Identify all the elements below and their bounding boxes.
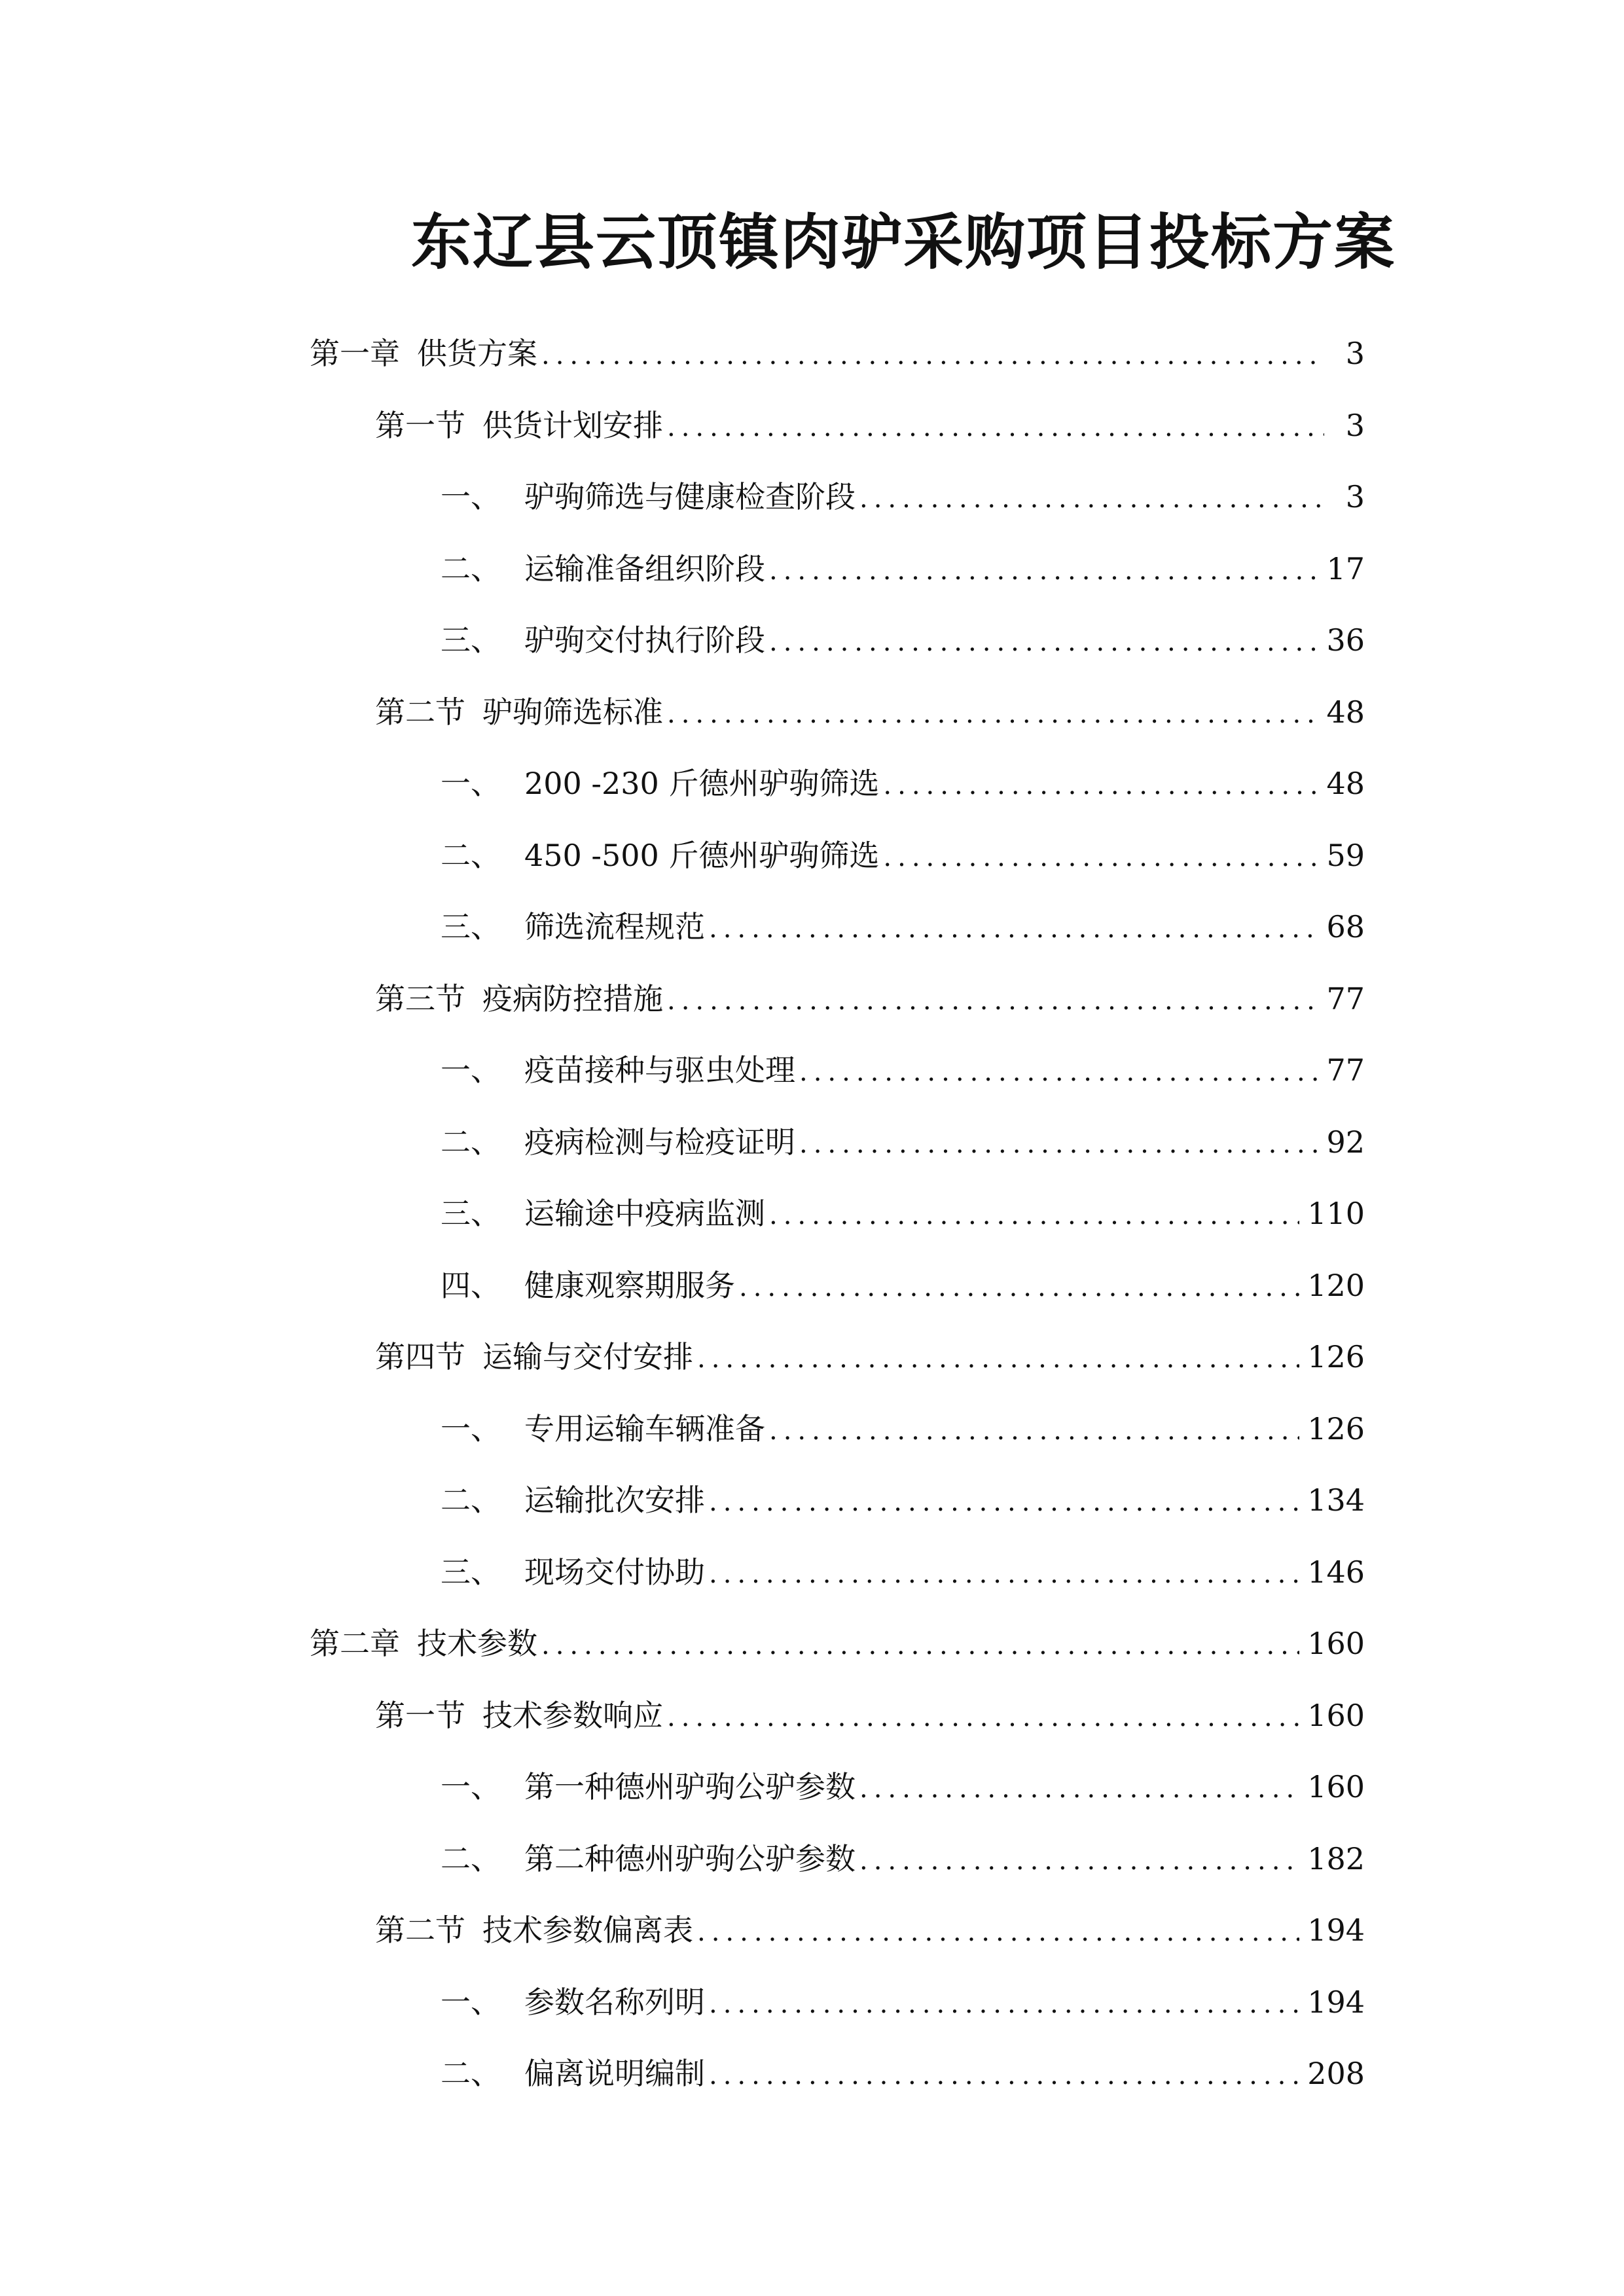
toc-entry-title: 疫病检测与检疫证明 xyxy=(524,1124,795,1160)
toc-entry[interactable] xyxy=(441,1259,1365,1312)
toc-entry-number: 第一章 xyxy=(310,336,400,371)
toc-entry-page: 182 xyxy=(1307,1840,1365,1876)
toc-entry-page: 77 xyxy=(1326,980,1365,1016)
toc-entry-number: 一、 xyxy=(441,1984,501,2020)
toc-entry[interactable] xyxy=(375,973,1365,1025)
toc-entry-number: 二、 xyxy=(441,1124,501,1160)
toc-entry[interactable] xyxy=(441,2047,1365,2100)
toc-dot-leader xyxy=(709,2049,1299,2102)
toc-entry-title: 技术参数偏离表 xyxy=(482,1912,693,1948)
toc-entry[interactable] xyxy=(375,399,1365,452)
toc-entry-number: 第一节 xyxy=(375,407,465,443)
toc-entry[interactable] xyxy=(441,1976,1365,2028)
toc-entry[interactable] xyxy=(441,471,1365,523)
toc-entry[interactable] xyxy=(441,1044,1365,1096)
toc-entry-number: 二、 xyxy=(441,1840,501,1876)
toc-entry[interactable] xyxy=(375,1331,1365,1383)
toc-dot-leader xyxy=(739,1261,1299,1314)
toc-entry-title: 参数名称列明 xyxy=(524,1984,705,2020)
toc-entry-number: 一、 xyxy=(441,1769,501,1804)
toc-entry[interactable] xyxy=(441,1761,1365,1813)
toc-entry[interactable] xyxy=(310,327,1365,380)
toc-entry-page: 146 xyxy=(1307,1554,1365,1590)
toc-entry-page: 160 xyxy=(1307,1626,1365,1661)
toc-entry-number: 第二章 xyxy=(310,1626,400,1661)
toc-dot-leader xyxy=(769,616,1318,668)
toc-entry[interactable] xyxy=(310,1617,1365,1670)
toc-dot-leader xyxy=(883,831,1318,884)
toc-entry-number: 一、 xyxy=(441,1410,501,1446)
document-title: 东辽县云顶镇肉驴采购项目投标方案 xyxy=(410,207,1396,278)
toc-entry[interactable] xyxy=(375,686,1365,738)
toc-dot-leader xyxy=(541,1619,1299,1672)
toc-dot-leader xyxy=(709,1476,1299,1528)
toc-entry-title: 驴驹交付执行阶段 xyxy=(524,622,765,658)
toc-entry-number: 三、 xyxy=(441,622,501,658)
toc-entry-page: 3 xyxy=(1345,336,1365,371)
toc-entry-page: 110 xyxy=(1307,1196,1365,1231)
toc-entry-number: 第二节 xyxy=(375,694,465,730)
toc-dot-leader xyxy=(667,1691,1299,1744)
toc-entry-title: 运输与交付安排 xyxy=(482,1339,693,1374)
toc-entry-number: 一、 xyxy=(441,766,501,801)
toc-entry-title: 第二种德州驴驹公驴参数 xyxy=(524,1840,856,1876)
toc-entry-number: 第四节 xyxy=(375,1339,465,1374)
toc-dot-leader xyxy=(859,1763,1299,1815)
toc-entry-title: 专用运输车辆准备 xyxy=(524,1410,765,1446)
toc-entry-page: 77 xyxy=(1326,1052,1365,1088)
toc-entry-number: 三、 xyxy=(441,1196,501,1231)
toc-entry-title: 运输准备组织阶段 xyxy=(524,550,765,586)
toc-entry-title: 驴驹筛选与健康检查阶段 xyxy=(524,479,856,514)
toc-entry[interactable] xyxy=(375,1689,1365,1742)
toc-entry-title: 疫苗接种与驱虫处理 xyxy=(524,1052,795,1088)
toc-dot-leader xyxy=(859,1835,1299,1887)
toc-dot-leader xyxy=(709,1548,1299,1600)
toc-entry-title: 200 -230 斤德州驴驹筛选 xyxy=(524,766,880,801)
toc-entry[interactable] xyxy=(441,1546,1365,1598)
toc-entry-page: 3 xyxy=(1345,407,1365,443)
toc-entry-number: 二、 xyxy=(441,550,501,586)
toc-entry-title: 第一种德州驴驹公驴参数 xyxy=(524,1769,856,1804)
toc-entry-title: 供货方案 xyxy=(417,336,537,371)
toc-entry-page: 126 xyxy=(1307,1410,1365,1446)
toc-entry-number: 第三节 xyxy=(375,980,465,1016)
toc-entry[interactable] xyxy=(441,1116,1365,1168)
toc-entry-number: 第一节 xyxy=(375,1697,465,1733)
toc-entry-title: 供货计划安排 xyxy=(482,407,663,443)
toc-entry-title: 运输途中疫病监测 xyxy=(524,1196,765,1231)
toc-dot-leader xyxy=(799,1046,1318,1098)
toc-entry-page: 120 xyxy=(1307,1267,1365,1303)
toc-entry[interactable] xyxy=(441,614,1365,666)
toc-entry-page: 59 xyxy=(1326,837,1365,873)
toc-entry[interactable] xyxy=(441,757,1365,810)
toc-entry-page: 194 xyxy=(1307,1984,1365,2020)
toc-dot-leader xyxy=(769,1189,1299,1242)
toc-dot-leader xyxy=(883,759,1318,812)
toc-entry-number: 二、 xyxy=(441,837,501,873)
toc-dot-leader xyxy=(709,1978,1299,2030)
toc-entry-page: 68 xyxy=(1326,909,1365,944)
toc-dot-leader xyxy=(769,1405,1299,1457)
toc-entry[interactable] xyxy=(441,1833,1365,1885)
toc-dot-leader xyxy=(667,975,1318,1027)
toc-entry-number: 一、 xyxy=(441,1052,501,1088)
toc-entry-page: 3 xyxy=(1345,479,1365,514)
toc-dot-leader xyxy=(859,473,1324,525)
toc-entry[interactable] xyxy=(441,829,1365,882)
toc-entry-title: 450 -500 斤德州驴驹筛选 xyxy=(524,837,880,873)
toc-entry-title: 偏离说明编制 xyxy=(524,2056,705,2091)
toc-entry-title: 现场交付协助 xyxy=(524,1554,705,1590)
toc-entry-title: 疫病防控措施 xyxy=(482,980,663,1016)
toc-dot-leader xyxy=(697,1333,1299,1385)
toc-entry-page: 48 xyxy=(1326,694,1365,730)
toc-entry-page: 194 xyxy=(1307,1912,1365,1948)
toc-entry-page: 36 xyxy=(1326,622,1365,658)
toc-dot-leader xyxy=(667,401,1324,454)
toc-entry-title: 运输批次安排 xyxy=(524,1482,705,1518)
toc-entry-page: 92 xyxy=(1326,1124,1365,1160)
toc-dot-leader xyxy=(667,688,1318,740)
toc-entry-page: 208 xyxy=(1307,2056,1365,2091)
toc-entry-title: 驴驹筛选标准 xyxy=(482,694,663,730)
toc-entry-page: 134 xyxy=(1307,1482,1365,1518)
toc-dot-leader xyxy=(769,545,1318,597)
toc-entry-page: 126 xyxy=(1307,1339,1365,1374)
toc-entry-number: 一、 xyxy=(441,479,501,514)
toc-entry[interactable] xyxy=(441,543,1365,595)
toc-dot-leader xyxy=(697,1906,1299,1958)
toc-entry[interactable] xyxy=(441,1474,1365,1526)
toc-entry-title: 技术参数 xyxy=(417,1626,537,1661)
toc-entry[interactable] xyxy=(441,1187,1365,1240)
toc-entry-title: 筛选流程规范 xyxy=(524,909,705,944)
toc-dot-leader xyxy=(541,329,1324,382)
toc-entry-page: 17 xyxy=(1326,550,1365,586)
toc-entry[interactable] xyxy=(441,901,1365,953)
toc-entry-number: 二、 xyxy=(441,2056,501,2091)
toc-dot-leader xyxy=(799,1118,1318,1170)
toc-entry-title: 健康观察期服务 xyxy=(524,1267,735,1303)
toc-entry-number: 第二节 xyxy=(375,1912,465,1948)
toc-entry-number: 四、 xyxy=(441,1267,501,1303)
toc-entry-page: 48 xyxy=(1326,766,1365,801)
toc-entry-number: 三、 xyxy=(441,909,501,944)
toc-entry-page: 160 xyxy=(1307,1697,1365,1733)
toc-entry-number: 二、 xyxy=(441,1482,501,1518)
toc-entry[interactable] xyxy=(441,1403,1365,1455)
toc-entry-page: 160 xyxy=(1307,1769,1365,1804)
toc-entry-number: 三、 xyxy=(441,1554,501,1590)
toc-dot-leader xyxy=(709,903,1318,955)
toc-entry-title: 技术参数响应 xyxy=(482,1697,663,1733)
toc-entry[interactable] xyxy=(375,1904,1365,1956)
